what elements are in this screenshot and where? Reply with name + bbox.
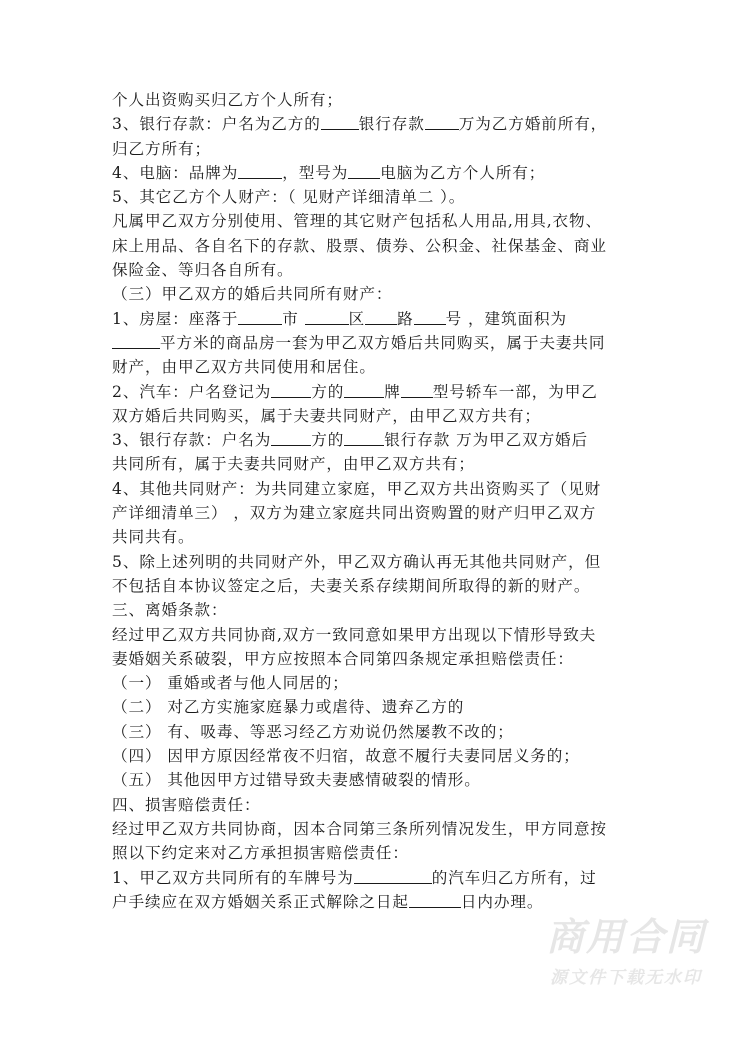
document-line [112, 768, 652, 792]
text-segment: （三） 有、吸毒、等恶习经乙方劝说仍然屡教不改的； [112, 722, 514, 741]
document-line [112, 841, 652, 865]
text-segment: 1、房屋：座落于 [112, 309, 239, 328]
fill-in-blank [271, 382, 311, 398]
document-line [112, 574, 652, 598]
text-segment: 2、汽车：户名登记为 [112, 382, 272, 401]
text-segment: （四） 因甲方原因经常夜不归宿，故意不履行夫妻同居义务的； [112, 747, 580, 766]
fill-in-blank [348, 163, 380, 179]
text-segment: （一） 重婚或者与他人同居的； [112, 674, 349, 693]
document-line [112, 671, 652, 695]
text-segment: 经过甲乙双方共同协商,双方一致同意如果甲方出现以下情形导致夫 [112, 625, 597, 644]
document-line [112, 137, 652, 161]
document-line [112, 185, 652, 209]
document-line [112, 866, 652, 890]
document-line [112, 525, 652, 549]
fill-in-blank [414, 309, 446, 325]
document-line [112, 647, 652, 671]
fill-in-blank [271, 430, 311, 446]
fill-in-blank [354, 868, 432, 884]
watermark-title: 商用合同 [545, 915, 706, 959]
document-line [112, 234, 652, 258]
text-segment: 共同所有，属于夫妻共同财产，由甲乙双方共有； [112, 455, 475, 474]
text-segment: 电脑为乙方个人所有； [380, 163, 546, 182]
document-line [112, 161, 652, 185]
text-segment: 路 [397, 309, 414, 328]
text-segment: 日内办理。 [460, 892, 544, 911]
text-segment: 床上用品、各自名下的存款、股票、债券、公积金、社保基金、商业 [112, 236, 607, 255]
text-segment: 号 ，建筑面积为 [445, 309, 567, 328]
fill-in-blank [112, 333, 160, 349]
document-line [112, 890, 652, 914]
text-segment: 5、其它乙方个人财产：（ 见财产详细清单二 ）。 [112, 188, 466, 207]
text-segment: 个人出资购买归乙方个人所有； [112, 91, 343, 109]
document-line [112, 331, 652, 355]
text-segment: 照以下约定来对乙方承担损害赔偿责任： [112, 844, 409, 863]
text-segment: 户手续应在双方婚姻关系正式解除之日起 [112, 892, 409, 911]
fill-in-blank [409, 892, 461, 908]
document-line [112, 695, 652, 719]
fill-in-blank [321, 114, 359, 130]
document-line [112, 744, 652, 768]
document-line [112, 501, 652, 525]
text-segment: 财产，由甲乙双方共同使用和居住。 [112, 358, 376, 377]
text-segment: 经过甲乙双方共同协商，因本合同第三条所列情况发生，甲方同意按 [112, 819, 607, 838]
document-line [112, 428, 652, 452]
document-line [112, 598, 652, 622]
fill-in-blank [425, 114, 459, 130]
fill-in-blank [401, 382, 433, 398]
text-segment: 双方婚后共同购买，属于夫妻共同财产，由甲乙双方共有； [112, 406, 541, 425]
text-segment: 市 [282, 309, 305, 328]
document-line [112, 452, 652, 476]
text-segment: 银行存款 [358, 115, 425, 134]
text-segment: （二） 对乙方实施家庭暴力或虐待、遗弃乙方的 [112, 698, 465, 717]
fill-in-blank [344, 382, 384, 398]
text-segment: 共同共有。 [112, 528, 195, 547]
document-line [112, 793, 652, 817]
fill-in-blank [305, 309, 349, 325]
text-segment: 归乙方所有； [112, 139, 211, 158]
watermark-subtitle: 源文件下载无水印 [550, 968, 702, 988]
document-body [112, 88, 652, 914]
document-line [112, 355, 652, 379]
text-segment: 区 [348, 309, 366, 328]
text-segment: 方的 [311, 431, 345, 450]
text-segment: （三）甲乙双方的婚后共同所有财产： [112, 285, 393, 304]
text-segment: 不包括自本协议签定之后，夫妻关系存续期间所取得的新的财产。 [112, 576, 591, 595]
document-line [112, 623, 652, 647]
fill-in-blank [238, 309, 282, 325]
text-segment: 3、银行存款：户名为 [112, 431, 272, 450]
document-line [112, 477, 652, 501]
text-segment: 银行存款 万为甲乙双方婚后 [384, 431, 589, 450]
document-line [112, 112, 652, 136]
fill-in-blank [365, 309, 397, 325]
document-line [112, 88, 652, 112]
watermark [510, 915, 742, 991]
text-segment: 平方米的商品房一套为甲乙双方婚后共同购买，属于夫妻共同 [160, 333, 606, 352]
text-segment: （五） 其他因甲方过错导致夫妻感情破裂的情形。 [112, 771, 481, 790]
text-segment: 凡属甲乙双方分别使用、管理的其它财产包括私人用品,用具,衣物、 [112, 212, 603, 231]
text-segment: 4、电脑：品牌为 [112, 163, 239, 182]
text-segment: 3、银行存款：户名为乙方的 [112, 115, 321, 134]
document-line [112, 550, 652, 574]
document-line [112, 817, 652, 841]
text-segment: 1、甲乙双方共同所有的车牌号为 [112, 868, 354, 887]
text-segment: 5、除上述列明的共同财产外，甲乙双方确认再无其他共同财产，但 [112, 552, 602, 571]
text-segment: 4、其他共同财产：为共同建立家庭，甲乙双方共出资购买了（见财 [112, 479, 602, 498]
document-line [112, 307, 652, 331]
text-segment: 型号轿车一部，为甲乙 [432, 382, 598, 401]
text-segment: ，型号为 [282, 163, 349, 182]
text-segment: 三、离婚条款： [112, 601, 228, 620]
text-segment: 方的 [311, 382, 345, 401]
text-segment: 妻婚姻关系破裂，甲方应按照本合同第四条规定承担赔偿责任： [112, 649, 574, 668]
document-line [112, 380, 652, 404]
text-segment: 万为乙方婚前所有， [458, 115, 608, 134]
document-line [112, 282, 652, 306]
fill-in-blank [344, 430, 384, 446]
text-segment: 四、损害赔偿责任： [112, 795, 261, 814]
document-line [112, 404, 652, 428]
document-line [112, 209, 652, 233]
document-line [112, 720, 652, 744]
document-line [112, 258, 652, 282]
text-segment: 牌 [384, 382, 401, 401]
text-segment: 产详细清单三） ，双方为建立家庭共同出资购置的财产归甲乙双方 [112, 504, 597, 523]
text-segment: 的汽车归乙方所有，过 [431, 868, 597, 887]
fill-in-blank [238, 163, 282, 179]
text-segment: 保险金、等归各自所有。 [112, 261, 294, 280]
